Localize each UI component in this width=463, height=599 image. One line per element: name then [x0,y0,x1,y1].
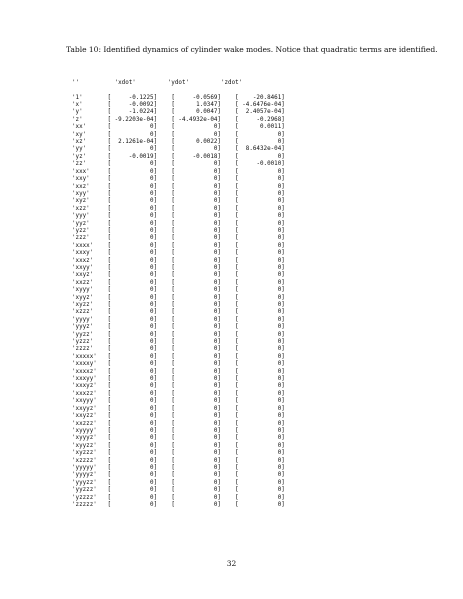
value-cell: 0 [150,176,154,183]
value-cell: 0 [277,235,282,242]
term-cell: 'xxxxz' [72,368,97,375]
value-cell: 0 [213,457,218,464]
table-row: 'xxxxy' [ 0] [ 0] [ 0] [72,361,285,368]
value-cell: 0 [213,479,218,486]
header-cell-xdot: 'xdot' [114,79,136,86]
table-row: 'zzzz' [ 0] [ 0] [ 0] [72,346,285,353]
table-row: 'yz' [ -0.0019] [ -0.0018] [ 0] [72,153,285,160]
value-cell: 0 [150,472,154,479]
value-cell: 0 [150,183,154,190]
value-cell: 0 [150,479,154,486]
value-cell: 0 [213,198,218,205]
term-cell: 'xzz' [72,205,90,212]
value-cell: 0 [277,479,282,486]
value-cell: 0 [277,242,282,249]
value-cell: 0 [150,220,154,227]
value-cell: -0.0569 [192,94,218,101]
value-cell: 0 [277,457,282,464]
value-cell: 0 [213,161,218,168]
table-caption: Table 10: Identified dynamics of cylinder wake modes. Notice that quadratic terms are identified. [66,45,438,54]
value-cell: 0 [150,264,154,271]
value-cell: 0 [213,183,218,190]
value-cell: 0 [213,176,218,183]
value-cell: 0 [277,139,282,146]
table-row: 'y' [ -1.0224] [ 0.0047] [ 2.4057e-04] [72,109,285,116]
value-cell: 0 [213,442,218,449]
table-row: 'x' [ -0.0092] [ 1.0347] [ -4.6476e-04] [72,102,285,109]
table-row: 'xxzzz' [ 0] [ 0] [ 0] [72,420,285,427]
value-cell: 0 [213,487,218,494]
value-cell: 0 [277,353,282,360]
term-cell: 'xxyz' [72,272,94,279]
header-cell-term: '' [72,79,80,86]
term-cell: 'xxz' [72,183,90,190]
value-cell: 0 [213,427,218,434]
value-cell: 0 [277,220,282,227]
table-row: 'yyzz' [ 0] [ 0] [ 0] [72,331,285,338]
term-cell: 'xxzz' [72,279,94,286]
term-cell: 'xy' [72,131,87,138]
value-cell: -0.0092 [128,102,154,109]
value-cell: 0 [213,464,218,471]
term-cell: 'xyz' [72,198,90,205]
value-cell: 0 [150,294,154,301]
value-cell: 0 [150,257,154,264]
value-cell: 0 [213,227,218,234]
term-cell: 'xxzzz' [72,420,97,427]
term-cell: 'xxxyy' [72,376,97,383]
value-cell: 0 [277,176,282,183]
table-row: 'z' [ -9.2203e-04] [ -4.4932e-04] [ -0.2968] [72,116,285,123]
table-row: 'yyyz' [ 0] [ 0] [ 0] [72,324,285,331]
term-cell: 'xyy' [72,190,90,197]
value-cell: 0 [213,250,218,257]
value-cell: 0 [213,235,218,242]
term-cell: 'yz' [72,153,87,160]
value-cell: 0 [277,420,282,427]
term-cell: 'xzzzz' [72,457,97,464]
table-row: 'xxxyy' [ 0] [ 0] [ 0] [72,376,285,383]
table-row: 'xyyz' [ 0] [ 0] [ 0] [72,294,285,301]
value-cell: 0 [277,183,282,190]
value-cell: 0 [150,487,154,494]
term-cell: 'xxxz' [72,257,94,264]
term-cell: 'yyz' [72,220,90,227]
value-cell: 0 [277,472,282,479]
value-cell: 0 [150,324,154,331]
value-cell: 0 [277,405,282,412]
value-cell: 0 [150,272,154,279]
value-cell: 0 [150,420,154,427]
value-cell: 0 [277,227,282,234]
term-cell: 'xyyz' [72,294,94,301]
table-row: 'yyz' [ 0] [ 0] [ 0] [72,220,285,227]
value-cell: 0 [150,287,154,294]
value-cell: -4.6476e-04 [242,102,282,109]
value-cell: 0 [150,339,154,346]
value-cell: 0 [213,294,218,301]
table-row: 'xzzz' [ 0] [ 0] [ 0] [72,309,285,316]
value-cell: 8.6432e-04 [245,146,282,153]
value-cell: 0 [277,168,282,175]
value-cell: 0 [150,213,154,220]
value-cell: 0 [213,316,218,323]
value-cell: 0 [213,220,218,227]
table-row: 'xxxxx' [ 0] [ 0] [ 0] [72,353,285,360]
table-row: 'xxyzz' [ 0] [ 0] [ 0] [72,413,285,420]
value-cell: 0 [277,376,282,383]
value-cell: 0 [277,213,282,220]
table-row: 'xxyz' [ 0] [ 0] [ 0] [72,272,285,279]
table-row: 'yzzzz' [ 0] [ 0] [ 0] [72,494,285,501]
value-cell: 0 [213,131,218,138]
term-cell: 'xxxzz' [72,390,97,397]
value-cell: 0 [150,501,154,508]
term-cell: 'yzzzz' [72,494,97,501]
table-row: 'xxxxz' [ 0] [ 0] [ 0] [72,368,285,375]
value-cell: 0 [150,279,154,286]
term-cell: 'xx' [72,124,87,131]
value-cell: 0 [277,331,282,338]
table-row: 'xz' [ 2.1261e-04] [ 0.0022] [ 0] [72,139,285,146]
table-row: 'xxxzz' [ 0] [ 0] [ 0] [72,390,285,397]
term-cell: 'xxyyy' [72,398,97,405]
table-row: 'xxxy' [ 0] [ 0] [ 0] [72,250,285,257]
page-number: 32 [226,559,237,568]
table-row: 'xxx' [ 0] [ 0] [ 0] [72,168,285,175]
value-cell: 0 [277,257,282,264]
value-cell: 0 [277,279,282,286]
table-row: 'xyyzz' [ 0] [ 0] [ 0] [72,442,285,449]
value-cell: 0 [150,146,154,153]
value-cell: 0 [277,198,282,205]
table-row: 'xyz' [ 0] [ 0] [ 0] [72,198,285,205]
value-cell: 0 [277,205,282,212]
value-cell: 0 [150,361,154,368]
term-cell: 'xxyyz' [72,405,97,412]
value-cell: 0 [213,272,218,279]
term-cell: 'zzzz' [72,346,94,353]
value-cell: 0 [150,376,154,383]
table-row: 'yzzz' [ 0] [ 0] [ 0] [72,339,285,346]
value-cell: 0 [150,242,154,249]
value-cell: 0 [150,124,154,131]
table-row: 'xzz' [ 0] [ 0] [ 0] [72,205,285,212]
value-cell: 0 [150,227,154,234]
value-cell: 0 [277,442,282,449]
value-cell: 0 [213,324,218,331]
term-cell: 'xxy' [72,176,90,183]
value-cell: 0 [213,353,218,360]
term-cell: 'xxxyz' [72,383,97,390]
value-cell: 0 [277,435,282,442]
value-cell: 0 [213,368,218,375]
value-cell: 0 [277,427,282,434]
term-cell: 'yyyy' [72,316,94,323]
term-cell: 'yyyz' [72,324,94,331]
value-cell: 0.0047 [196,109,218,116]
value-cell: 0 [213,405,218,412]
term-cell: 'xyyyy' [72,427,97,434]
value-cell: 0 [150,309,154,316]
value-cell: 0 [213,302,218,308]
value-cell: 0 [213,413,218,420]
table-row: 'yyyyz' [ 0] [ 0] [ 0] [72,472,285,479]
value-cell: 0 [150,368,154,375]
table-row: 'yzz' [ 0] [ 0] [ 0] [72,227,285,234]
value-cell: 0 [150,405,154,412]
value-cell: 0.0011 [259,124,282,131]
value-cell: 2.1261e-04 [118,139,154,146]
term-cell: 'x' [72,102,83,109]
value-cell: 0 [150,161,154,168]
value-cell: 0 [277,450,282,457]
value-cell: 0 [277,309,282,316]
table-row: 'xy' [ 0] [ 0] [ 0] [72,131,285,138]
value-cell: 0 [277,464,282,471]
term-cell: 'xyzz' [72,302,94,308]
value-cell: 0 [277,324,282,331]
term-cell: 'yyyyz' [72,472,97,479]
value-cell: 0 [150,235,154,242]
table-row: 'yyy' [ 0] [ 0] [ 0] [72,213,285,220]
value-cell: 0 [213,168,218,175]
term-cell: 'yyyyy' [72,464,97,471]
table-row: 'xxz' [ 0] [ 0] [ 0] [72,183,285,190]
table-row: 'yy' [ 0] [ 0] [ 8.6432e-04] [72,146,285,153]
table-row: 'xzzzz' [ 0] [ 0] [ 0] [72,457,285,464]
header-cell-zdot: 'zdot' [220,79,243,86]
value-cell: -0.2968 [256,116,282,123]
value-cell: 0 [213,190,218,197]
value-cell: 0 [213,213,218,220]
value-cell: 0 [150,250,154,257]
value-cell: 0 [213,146,218,153]
table-row: 'xxy' [ 0] [ 0] [ 0] [72,176,285,183]
value-cell: -9.2203e-04 [114,116,154,123]
value-cell: 0 [213,205,218,212]
value-cell: 0 [277,264,282,271]
value-cell: 0 [213,494,218,501]
value-cell: 0 [150,435,154,442]
term-cell: 'xyzzz' [72,450,97,457]
term-cell: 'xyyzz' [72,442,97,449]
value-cell: 0 [150,427,154,434]
table-row: 'xyzz' [ 0] [ 0] [ 0] [72,302,285,308]
term-cell: 'xxyzz' [72,413,97,420]
value-cell: 0 [213,257,218,264]
value-cell: 0 [150,346,154,353]
value-cell: 0 [213,124,218,131]
term-cell: 'yyzzz' [72,487,97,494]
table-row: 'xxxx' [ 0] [ 0] [ 0] [72,242,285,249]
value-cell: 0 [150,413,154,420]
value-cell: 0 [150,190,154,197]
value-cell: 0 [213,376,218,383]
value-cell: -0.1225 [128,94,154,101]
value-cell: 0 [277,346,282,353]
value-cell: 0 [213,383,218,390]
table-row: 'xxyy' [ 0] [ 0] [ 0] [72,264,285,271]
value-cell: 0 [277,368,282,375]
value-cell: 0 [213,361,218,368]
value-cell: 0 [213,346,218,353]
value-cell: 1.0347 [196,102,218,109]
value-cell: 0 [150,450,154,457]
value-cell: 0 [277,153,282,160]
table-row: 'yyzzz' [ 0] [ 0] [ 0] [72,487,285,494]
value-cell: 0 [150,457,154,464]
value-cell: 0 [213,501,218,508]
value-cell: 0 [277,250,282,257]
value-cell: 0 [213,420,218,427]
term-cell: 'xxxxx' [72,353,97,360]
value-cell: 0 [150,464,154,471]
term-cell: 'yzz' [72,227,90,234]
term-cell: 'xxxxy' [72,361,97,368]
value-cell: 0 [213,331,218,338]
term-cell: 'xxxy' [72,250,94,257]
table-row: 'zz' [ 0] [ 0] [ -0.0010] [72,161,285,168]
value-cell: 0 [150,331,154,338]
term-cell: '1' [72,94,83,101]
value-cell: -0.0010 [256,161,282,168]
value-cell: 0 [213,287,218,294]
value-cell: 0 [277,398,282,405]
value-cell: 0 [150,390,154,397]
table-row: 'xyyyz' [ 0] [ 0] [ 0] [72,435,285,442]
table-row: 'xx' [ 0] [ 0] [ 0.0011] [72,124,285,131]
value-cell: 0 [277,494,282,501]
value-cell: 0 [277,294,282,301]
value-cell: 0 [277,339,282,346]
term-cell: 'xxx' [72,168,90,175]
value-cell: 0 [277,361,282,368]
table-row: '1' [ -0.1225] [ -0.0569] [ -20.8461] [72,94,285,101]
term-cell: 'xzzz' [72,309,94,316]
value-cell: 0 [150,494,154,501]
value-cell: 0 [150,205,154,212]
term-cell: 'zz' [72,161,87,168]
value-cell: 0 [277,302,282,308]
value-cell: 0 [277,383,282,390]
term-cell: 'xyyyz' [72,435,97,442]
term-cell: 'zzzzz' [72,501,97,508]
value-cell: 0 [150,316,154,323]
table-row: 'xyzzz' [ 0] [ 0] [ 0] [72,450,285,457]
term-cell: 'yyzz' [72,331,94,338]
table-row: 'xyyy' [ 0] [ 0] [ 0] [72,287,285,294]
value-cell: 0 [277,272,282,279]
value-cell: 0.0022 [196,139,218,146]
value-cell: 0 [213,398,218,405]
value-cell: 0 [277,190,282,197]
value-cell: 0 [213,472,218,479]
value-cell: 0 [150,198,154,205]
value-cell: 0 [150,131,154,138]
value-cell: 0 [213,435,218,442]
table-row: 'zzzzz' [ 0] [ 0] [ 0] [72,501,285,508]
value-cell: -0.0018 [192,153,218,160]
term-cell: 'yzzz' [72,339,94,346]
value-cell: 0 [150,302,154,308]
value-cell: 0 [277,390,282,397]
value-cell: 0 [213,309,218,316]
term-cell: 'y' [72,109,83,116]
value-cell: 0 [213,390,218,397]
term-cell: 'zzz' [72,235,90,242]
table-row: 'xxyyz' [ 0] [ 0] [ 0] [72,405,285,412]
value-cell: 0 [277,501,282,508]
value-cell: 0 [150,168,154,175]
value-cell: 0 [150,442,154,449]
table-row: 'yyyzz' [ 0] [ 0] [ 0] [72,479,285,486]
table-row: 'xxxyz' [ 0] [ 0] [ 0] [72,383,285,390]
header-cell-ydot: 'ydot' [167,79,190,86]
value-cell: 0 [150,353,154,360]
value-cell: -4.4932e-04 [178,116,218,123]
term-cell: 'xyyy' [72,287,94,294]
table-row: 'xxxz' [ 0] [ 0] [ 0] [72,257,285,264]
value-cell: 0 [213,279,218,286]
value-cell: 0 [277,287,282,294]
value-cell: 0 [277,316,282,323]
value-cell: 0 [277,413,282,420]
value-cell: 0 [150,383,154,390]
table-header-row [72,80,285,87]
value-cell: 0 [277,487,282,494]
table-row: 'xxyyy' [ 0] [ 0] [ 0] [72,398,285,405]
term-cell: 'xz' [72,139,87,146]
value-cell: 0 [150,398,154,405]
value-cell: 0 [213,264,218,271]
term-cell: 'z' [72,116,83,123]
value-cell: 0 [213,339,218,346]
value-cell: 0 [213,242,218,249]
coefficient-table [72,65,285,509]
term-cell: 'yyy' [72,213,90,220]
value-cell: 0 [213,450,218,457]
value-cell: -0.0019 [128,153,154,160]
term-cell: 'yy' [72,146,87,153]
value-cell: 0 [277,131,282,138]
table-row: 'xyyyy' [ 0] [ 0] [ 0] [72,427,285,434]
table-row: 'zzz' [ 0] [ 0] [ 0] [72,235,285,242]
table-row: 'yyyyy' [ 0] [ 0] [ 0] [72,464,285,471]
value-cell: -1.0224 [128,109,154,116]
table-row: 'yyyy' [ 0] [ 0] [ 0] [72,316,285,323]
term-cell: 'xxxx' [72,242,94,249]
table-row: 'xyy' [ 0] [ 0] [ 0] [72,190,285,197]
term-cell: 'yyyzz' [72,479,97,486]
value-cell: 2.4057e-04 [245,109,282,116]
term-cell: 'xxyy' [72,264,94,271]
table-row: 'xxzz' [ 0] [ 0] [ 0] [72,279,285,286]
value-cell: -20.8461 [252,94,282,101]
